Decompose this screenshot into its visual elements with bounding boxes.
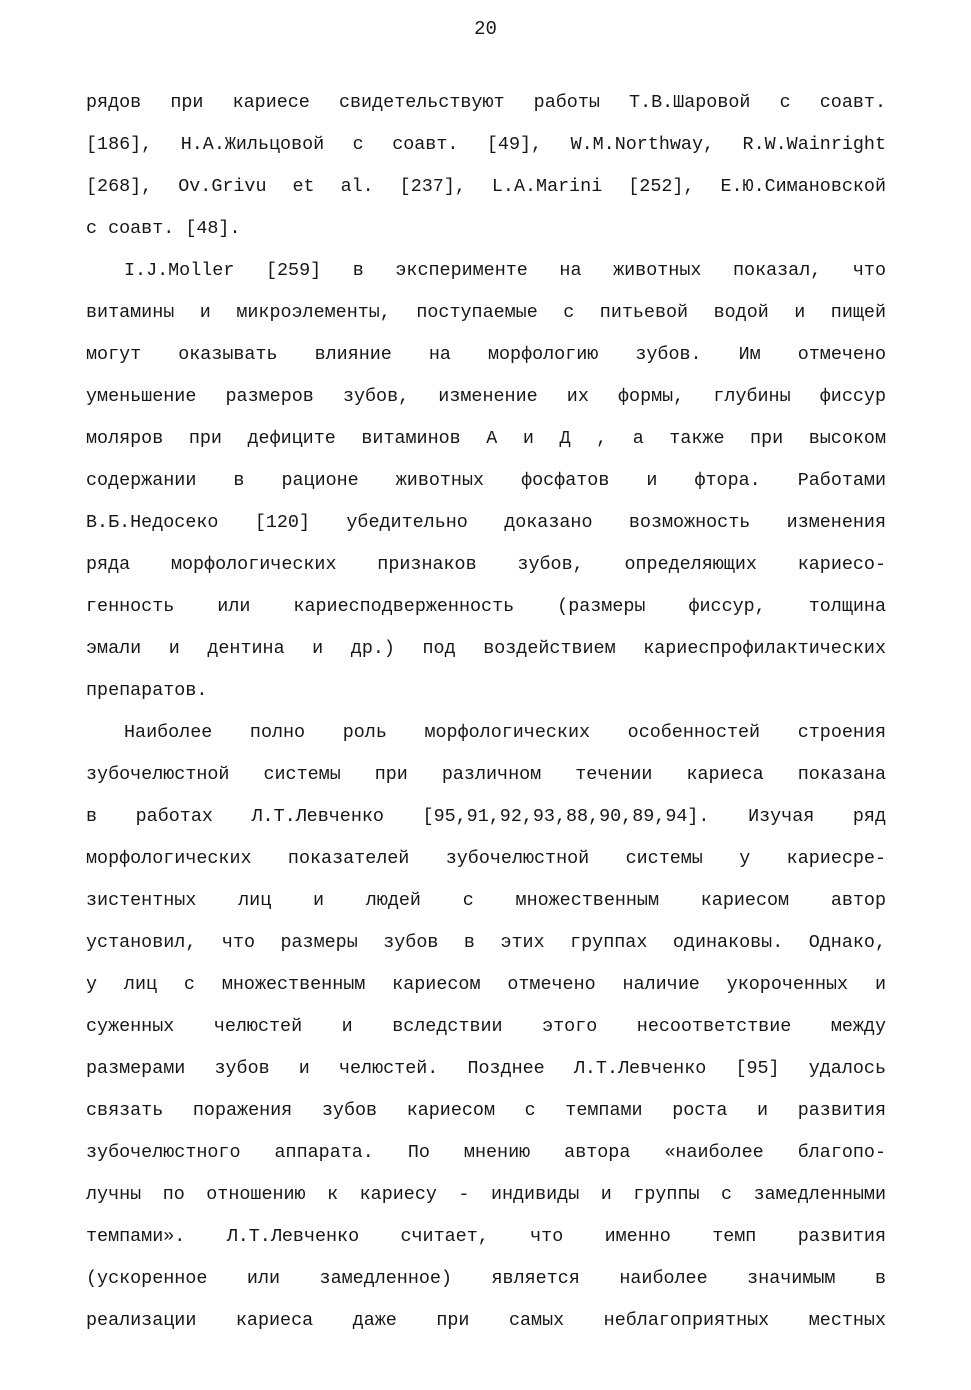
text-line: Наиболее полно роль морфологических особенностей строения xyxy=(124,722,886,743)
text-line: [186], Н.А.Жильцовой с соавт. [49], W.M.Northway, R.W.Wainright xyxy=(86,134,886,155)
text-line: I.J.Moller [259] в эксперименте на животных показал, что xyxy=(124,260,886,281)
text-line: лучны по отношению к кариесу - индивиды и группы с замедленными xyxy=(86,1184,886,1205)
text-line: суженных челюстей и вследствии этого несоответствие между xyxy=(86,1016,886,1037)
text-line: морфологических показателей зубочелюстной системы у кариесре- xyxy=(86,848,886,869)
text-line: зистентных лиц и людей с множественным кариесом автор xyxy=(86,890,886,911)
text-line: В.Б.Недосеко [120] убедительно доказано возможность изменения xyxy=(86,512,886,533)
text-line: связать поражения зубов кариесом с темпами роста и развития xyxy=(86,1100,886,1121)
text-line: [268], Ov.Grivu et al. [237], L.A.Marini [252], Е.Ю.Симановской xyxy=(86,176,886,197)
text-line: размерами зубов и челюстей. Позднее Л.Т.Левченко [95] удалось xyxy=(86,1058,886,1079)
text-line: содержании в рационе животных фосфатов и фтора. Работами xyxy=(86,470,886,491)
text-line: установил, что размеры зубов в этих группах одинаковы. Однако, xyxy=(86,932,886,953)
text-line: эмали и дентина и др.) под воздействием кариеспрофилактических xyxy=(86,638,886,659)
text-line: зубочелюстной системы при различном течении кариеса показана xyxy=(86,764,886,785)
text-line: рядов при кариесе свидетельствуют работы Т.В.Шаровой с соавт. xyxy=(86,92,886,113)
page-number: 20 xyxy=(474,18,497,40)
text-line: могут оказывать влияние на морфологию зубов. Им отмечено xyxy=(86,344,886,365)
text-line: темпами». Л.Т.Левченко считает, что именно темп развития xyxy=(86,1226,886,1247)
text-line: генность или кариесподверженность (размеры фиссур, толщина xyxy=(86,596,886,617)
text-line: реализации кариеса даже при самых неблагоприятных местных xyxy=(86,1310,886,1331)
text-line: витамины и микроэлементы, поступаемые с питьевой водой и пищей xyxy=(86,302,886,323)
text-line: уменьшение размеров зубов, изменение их формы, глубины фиссур xyxy=(86,386,886,407)
text-line: препаратов. xyxy=(86,680,208,701)
text-line: у лиц с множественным кариесом отмечено наличие укороченных и xyxy=(86,974,886,995)
text-line: ряда морфологических признаков зубов, определяющих кариесо- xyxy=(86,554,886,575)
text-line: зубочелюстного аппарата. По мнению автора «наиболее благопо- xyxy=(86,1142,886,1163)
body-text xyxy=(86,82,886,1342)
text-line: с соавт. [48]. xyxy=(86,218,241,239)
text-line: (ускоренное или замедленное) является наиболее значимым в xyxy=(86,1268,886,1289)
text-line: в работах Л.Т.Левченко [95,91,92,93,88,90,89,94]. Изучая ряд xyxy=(86,806,886,827)
text-line: моляров при дефиците витаминов А и Д , а также при высоком xyxy=(86,428,886,449)
